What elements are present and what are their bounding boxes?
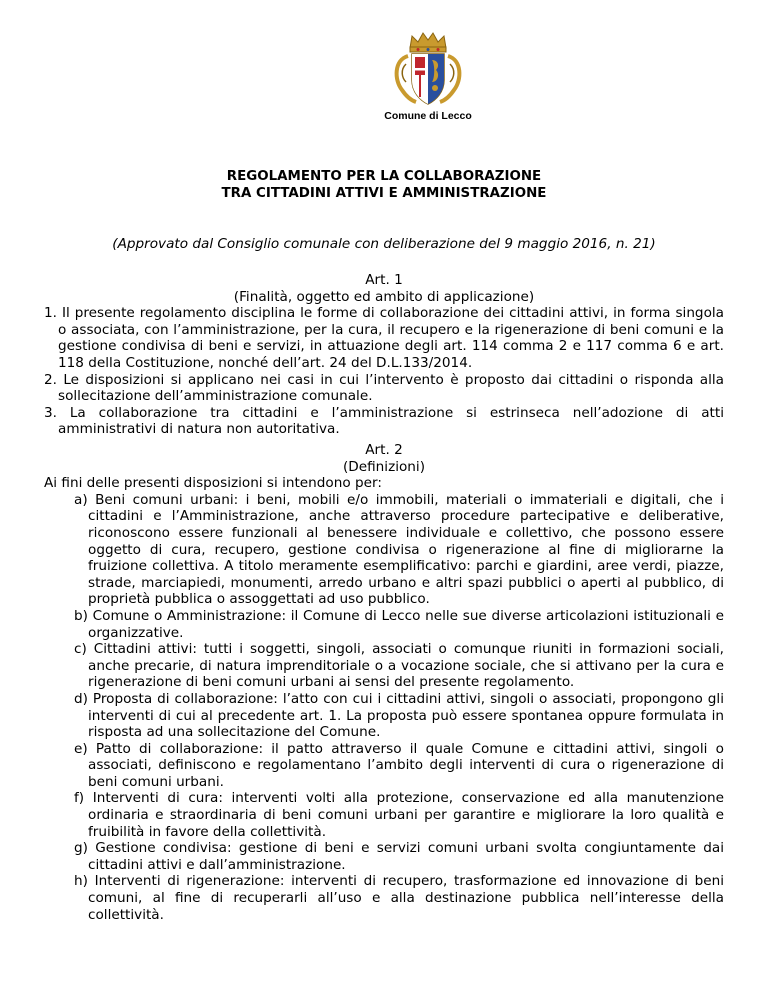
list-item: b) Comune o Amministrazione: il Comune di Lecco nelle sue diverse articolazioni istituzionali e organizzative.: [74, 607, 724, 641]
logo-caption: Comune di Lecco: [384, 110, 472, 122]
article-heading: Art. 2: [365, 442, 403, 458]
list-item: 3. La collaborazione tra cittadini e l’amministrazione si estrinseca nell’adozione di atti amministrativi di natura non autoritativa.: [44, 404, 724, 438]
article-subtitle: (Definizioni): [342, 458, 425, 475]
article-intro: Ai fini delle presenti disposizioni si intendono per:: [44, 475, 382, 492]
list-item: e) Patto di collaborazione: il patto attraverso il quale Comune e cittadini attivi, singoli o associati, definiscono e regolamentano l’ambito degli interventi di cura o rigenerazione di beni comuni urbani.: [74, 740, 724, 790]
article-subtitle: (Finalità, oggetto ed ambito di applicazione): [233, 288, 535, 305]
lecco-coat-of-arms-icon: [388, 30, 468, 108]
list-item: h) Interventi di rigenerazione: interventi di recupero, trasformazione ed innovazione di beni comuni, al fine di recuperarli all’uso e alla destinazione pubblica nell’interesse della collettività.: [74, 873, 724, 923]
article-1: [44, 272, 724, 438]
document-title: [44, 168, 724, 202]
list-item: d) Proposta di collaborazione: l’atto con cui i cittadini attivi, singoli o associati, propongono gli interventi di cui al precedente art. 1. La proposta può essere spontanea oppure formulata in risposta ad una sollecitazione del Comune.: [74, 690, 724, 741]
list-item: 2. Le disposizioni si applicano nei casi in cui l’intervento è proposto dai cittadini o risponda alla sollecitazione dell’amministrazione comunale.: [44, 371, 724, 405]
list-item: g) Gestione condivisa: gestione di beni e servizi comuni urbani svolta congiuntamente dai cittadini attivi e dall’amministrazione.: [74, 840, 724, 873]
title-line: TRA CITTADINI ATTIVI E AMMINISTRAZIONE: [221, 186, 547, 201]
article-2: [44, 442, 724, 923]
approval-note: (Approvato dal Consiglio comunale con deliberazione del 9 maggio 2016, n. 21): [112, 236, 656, 252]
list-item: c) Cittadini attivi: tutti i soggetti, singoli, associati o comunque riuniti in formazioni sociali, anche precarie, di natura imprenditoriale o a vocazione sociale, che si attivano per la cura e rigenerazione di beni comuni urbani ai sensi del presente regolamento.: [74, 641, 724, 691]
article-heading: Art. 1: [365, 272, 403, 288]
logo: [374, 30, 482, 122]
list-item: f) Interventi di cura: interventi volti alla protezione, conservazione ed alla manutenzione ordinaria e straordinaria di beni comuni urbani per garantire e migliorare la loro qualità e fruibilità in favore della collettività.: [74, 790, 724, 840]
list-item: a) Beni comuni urbani: i beni, mobili e/o immobili, materiali o immateriali e digitali, che i cittadini e l’Amministrazione, anche attraverso procedure partecipative e deliberative, riconoscono essere funzionali al benessere individuale e collettivo, che possono essere oggetto di cura, recupero, gestione condivisa o rigenerazione al fine di migliorarne la fruizione collettiva. A titolo meramente esemplificativo: parchi e giardini, aree verdi, piazze, strade, marciapiedi, monumenti, arredo urbano e altri spazi pubblici o aperti al pubblico, di proprietà pubblica o assoggettati ad uso pubblico.: [74, 491, 724, 608]
title-line: REGOLAMENTO PER LA COLLABORAZIONE: [226, 169, 542, 184]
list-item: 1. Il presente regolamento disciplina le forme di collaborazione dei cittadini attivi, in forma singola o associata, con l’amministrazione, per la cura, il recupero e la rigenerazione di beni comuni e la gestione condivisa di beni e servizi, in attuazione degli art. 114 comma 2 e 117 comma 6 e art. 118 della Costituzione, nonché dell’art. 24 del D.L.133/2014.: [44, 305, 724, 371]
